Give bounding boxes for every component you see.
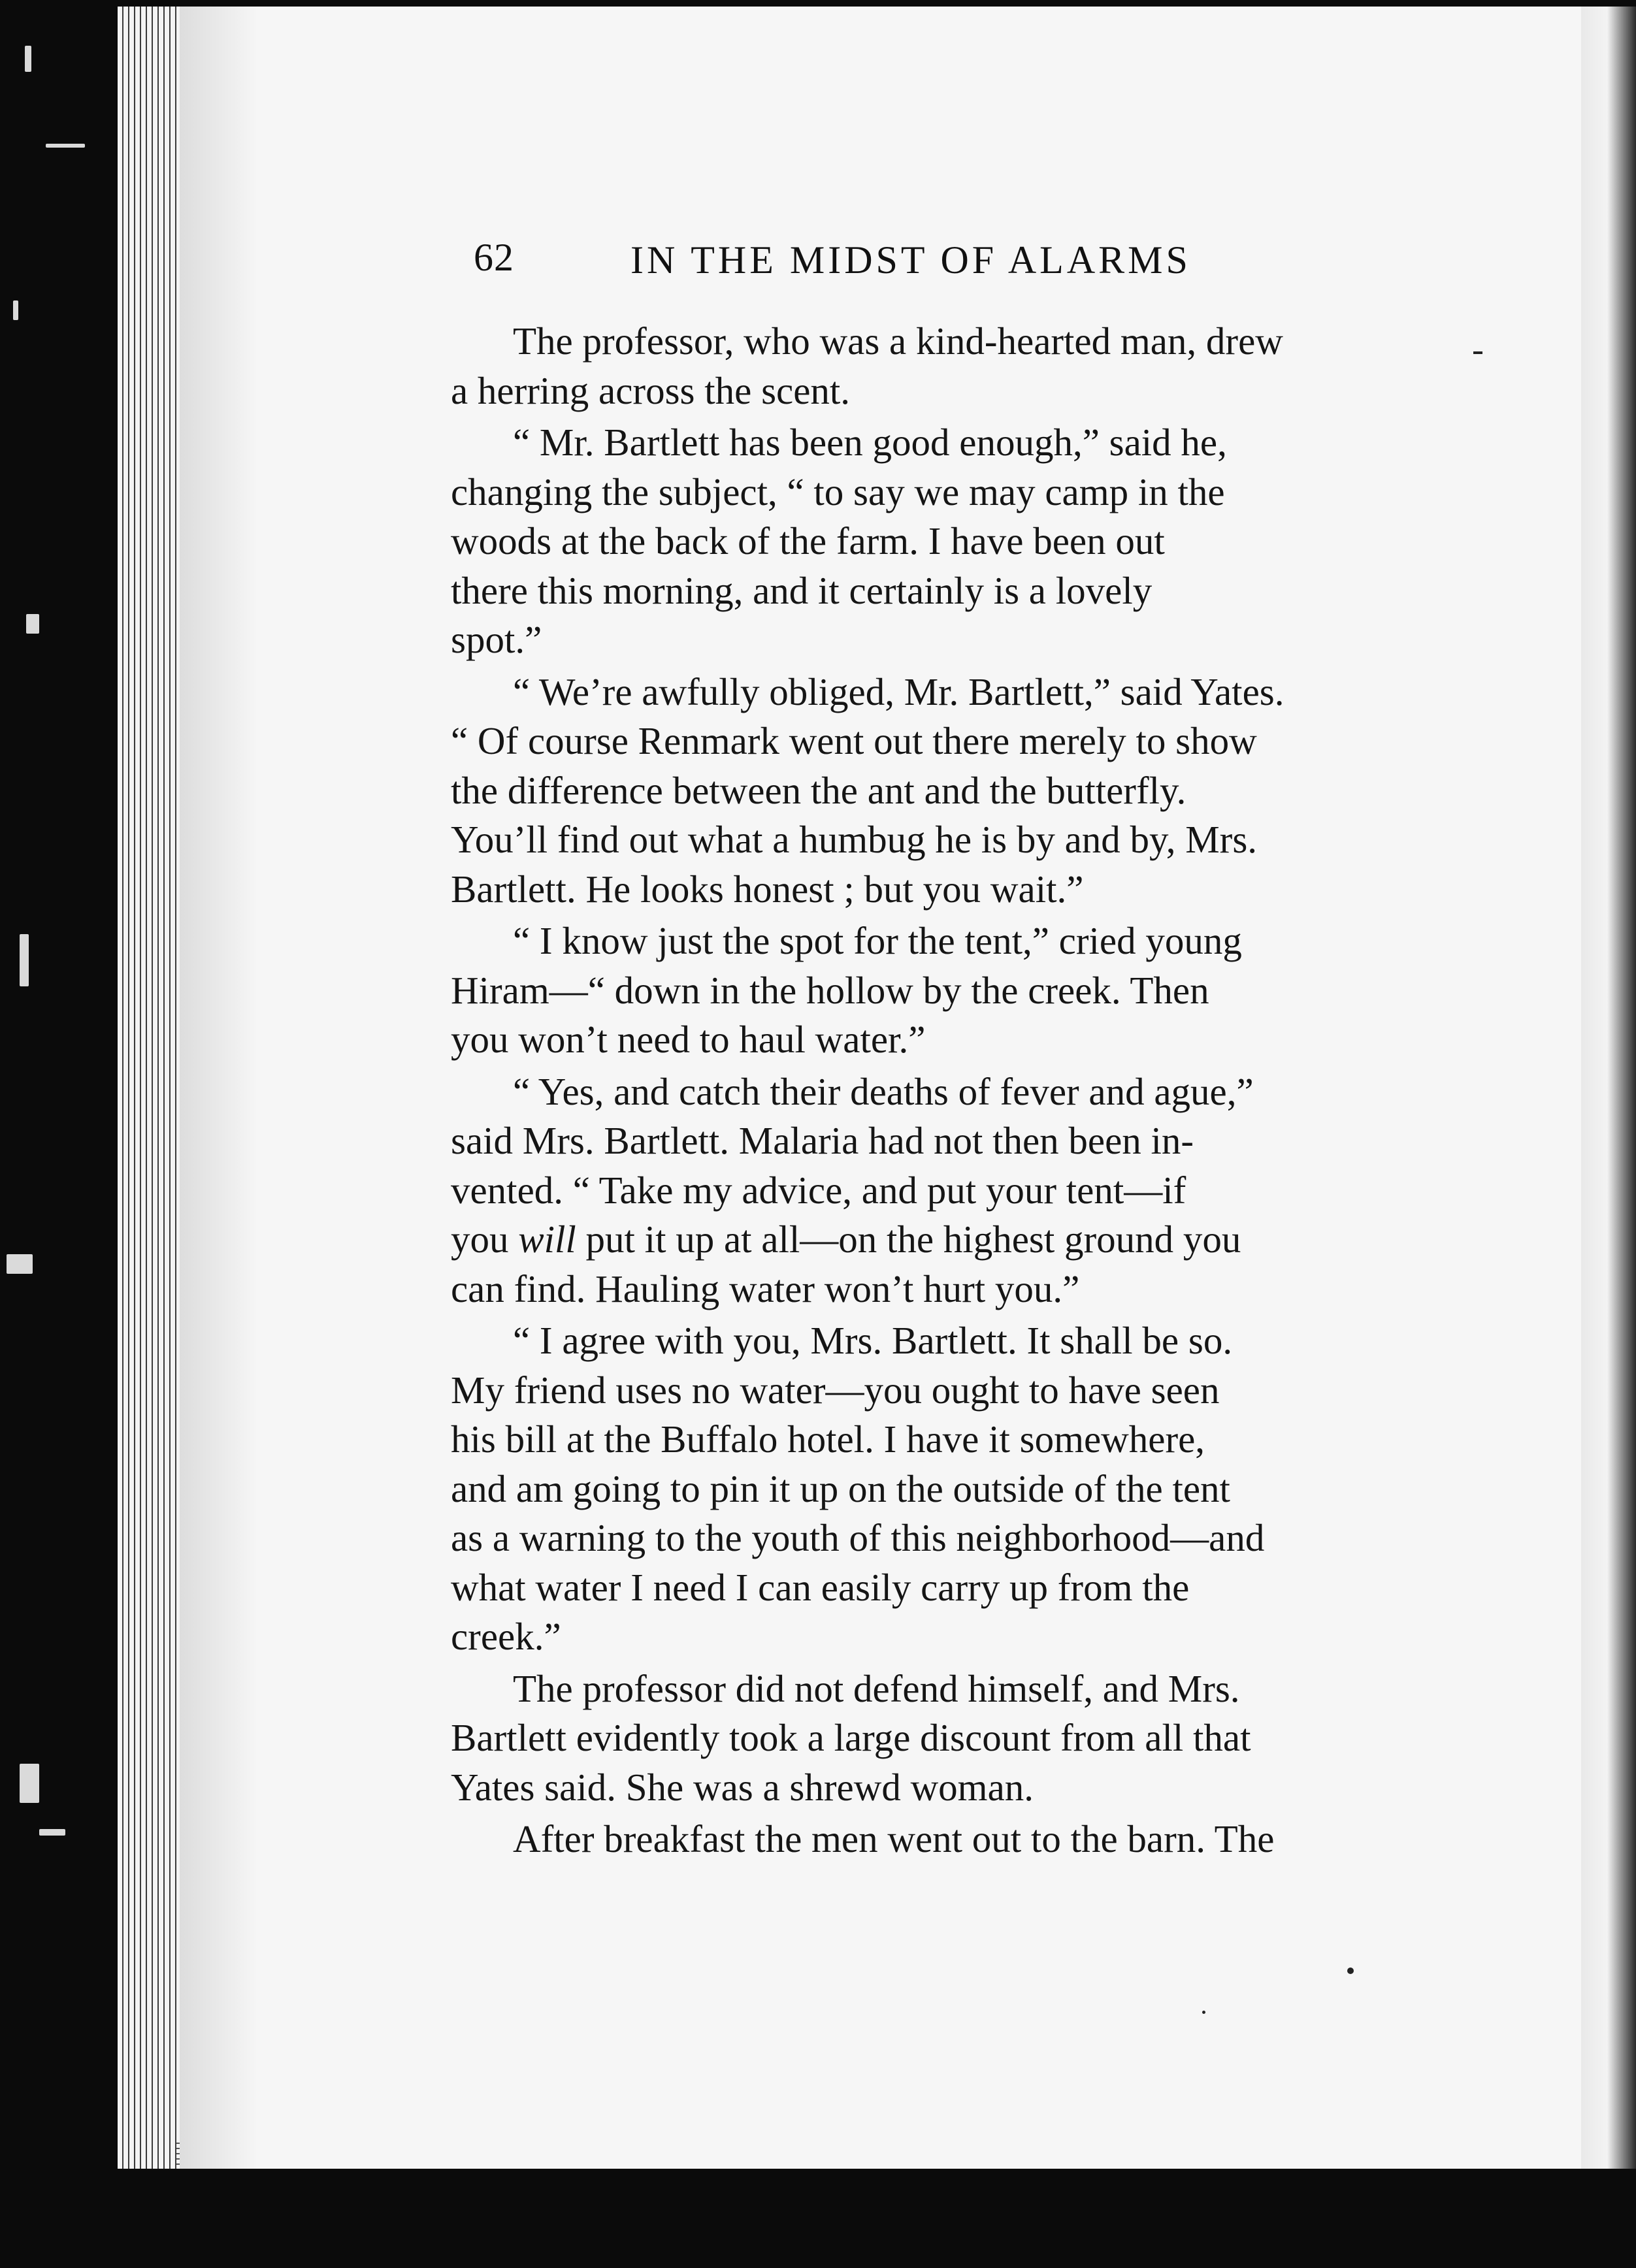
paragraph <box>451 1664 1431 1813</box>
paragraph <box>451 1815 1431 1864</box>
paragraph <box>451 418 1431 665</box>
text-line <box>451 1215 1431 1265</box>
text-line: and am going to pin it up on the outside of the tent <box>451 1466 1230 1510</box>
paragraph <box>451 1067 1431 1314</box>
scan-speck <box>25 46 31 72</box>
text-line: “ Of course Renmark went out there merely to show <box>451 719 1257 762</box>
text-line: “ Mr. Bartlett has been good enough,” said he, <box>513 421 1227 464</box>
paragraph <box>451 1316 1431 1662</box>
text-line: My friend uses no water—you ought to have seen <box>451 1368 1220 1412</box>
scan-speck <box>13 300 18 320</box>
stray-mark <box>1202 2011 1205 2014</box>
scan-speck <box>26 614 39 634</box>
text-line: Hiram—“ down in the hollow by the creek. Then <box>451 968 1209 1012</box>
scan-speck <box>7 1254 33 1274</box>
text-line: creek.” <box>451 1615 561 1658</box>
text-line: what water I need I can easily carry up from the <box>451 1565 1190 1609</box>
text-line: “ I agree with you, Mrs. Bartlett. It shall be so. <box>513 1319 1233 1362</box>
paragraph <box>451 916 1431 1065</box>
text-line: The professor, who was a kind-hearted man, drew <box>513 319 1283 363</box>
text-line: a herring across the scent. <box>451 368 851 412</box>
page-number: 62 <box>474 236 514 279</box>
text-span: put it up at all—on the highest ground you <box>576 1218 1241 1261</box>
text-line: spot.” <box>451 618 542 661</box>
scan-speck <box>46 144 85 148</box>
text-line: Bartlett evidently took a large discount from all that <box>451 1716 1251 1759</box>
running-header <box>474 235 1290 300</box>
text-line: the difference between the ant and the butterfly. <box>451 768 1186 812</box>
text-line: you won’t need to haul water.” <box>451 1018 926 1061</box>
text-line: Yates said. She was a shrewd woman. <box>451 1765 1034 1809</box>
paragraph <box>451 317 1431 415</box>
running-title: IN THE MIDST OF ALARMS <box>630 238 1191 282</box>
page-right-edge <box>1581 7 1636 2169</box>
text-line: You’ll find out what a humbug he is by and by, Mrs. <box>451 818 1258 861</box>
italic-word: will <box>518 1218 576 1261</box>
text-line: woods at the back of the farm. I have been out <box>451 519 1165 562</box>
text-line: After breakfast the men went out to the barn. The <box>513 1817 1275 1860</box>
stray-mark <box>1473 351 1482 354</box>
body-text <box>451 317 1431 1867</box>
text-line: vented. “ Take my advice, and put your tent—if <box>451 1168 1186 1212</box>
text-line: “ I know just the spot for the tent,” cried young <box>513 919 1242 962</box>
text-line: said Mrs. Bartlett. Malaria had not then been in- <box>451 1119 1194 1162</box>
text-line: “ We’re awfully obliged, Mr. Bartlett,” said Yates. <box>513 670 1284 713</box>
text-line: changing the subject, “ to say we may camp in the <box>451 470 1225 513</box>
text-line: as a warning to the youth of this neighborhood—and <box>451 1516 1265 1559</box>
text-span: you <box>451 1218 519 1261</box>
scan-speck <box>20 1764 39 1803</box>
text-line: “ Yes, and catch their deaths of fever and ague,” <box>513 1069 1254 1113</box>
paragraph <box>451 668 1431 915</box>
text-line: The professor did not defend himself, and Mrs. <box>513 1666 1240 1710</box>
stray-mark <box>1347 1968 1354 1974</box>
text-line: his bill at the Buffalo hotel. I have it somewhere, <box>451 1418 1205 1461</box>
text-line: Bartlett. He looks honest ; but you wait.” <box>451 867 1084 911</box>
text-line: can find. Hauling water won’t hurt you.” <box>451 1267 1080 1310</box>
scan-speck <box>20 934 29 986</box>
text-line: there this morning, and it certainly is a lovely <box>451 568 1153 612</box>
scan-speck <box>39 1829 65 1836</box>
